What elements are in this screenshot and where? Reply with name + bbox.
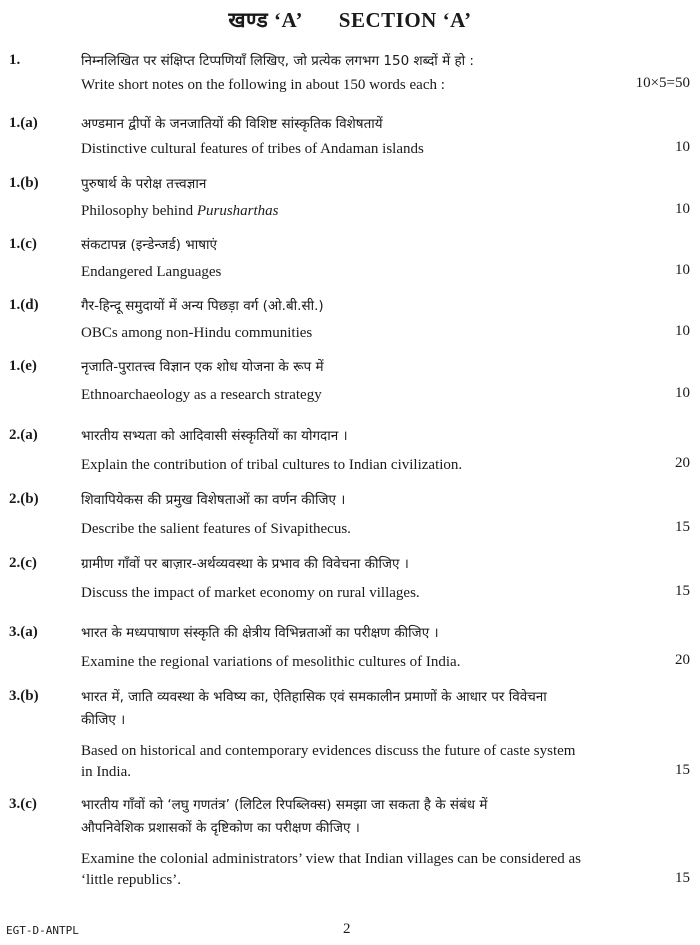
paper-code: EGT-D-ANTPL — [6, 924, 79, 937]
question-hindi: पुरुषार्थ के परोक्ष तत्त्वज्ञान — [81, 176, 207, 192]
question-hindi: शिवापियेकस की प्रमुख विशेषताओं का वर्णन कीजिए । — [81, 492, 346, 508]
question-number: 1.(e) — [9, 358, 37, 374]
section-header-english: SECTION ‘A’ — [338, 8, 472, 32]
question-number: 1.(b) — [9, 175, 39, 191]
question-marks: 10×5=50 — [635, 75, 690, 91]
question-hindi: नृजाति-पुरातत्त्व विज्ञान एक शोध योजना के रूप में — [81, 359, 324, 375]
question-marks: 10 — [675, 139, 690, 155]
question-hindi: गैर-हिन्दू समुदायों में अन्य पिछड़ा वर्ग (ओ.बी.सी.) — [81, 298, 324, 314]
question-english-text: Philosophy behind — [81, 203, 197, 219]
question-hindi-continued: औपनिवेशिक प्रशासकों के दृष्टिकोण का परीक्षण कीजिए । — [81, 820, 360, 836]
question-marks: 10 — [675, 323, 690, 339]
question-marks: 10 — [675, 262, 690, 278]
question-number: 3.(b) — [9, 688, 39, 704]
section-header-hindi: खण्ड ‘A’ — [228, 8, 304, 32]
question-english: Distinctive cultural features of tribes of Andaman islands — [81, 141, 424, 157]
question-number: 2.(b) — [9, 491, 39, 507]
question-number: 1.(d) — [9, 297, 39, 313]
question-number: 1. — [9, 52, 21, 68]
question-hindi: संकटापन्न (इन्डेन्जर्ड) भाषाएं — [81, 237, 217, 253]
question-english: Ethnoarchaeology as a research strategy — [81, 387, 322, 403]
question-marks: 15 — [675, 519, 690, 535]
page-number: 2 — [343, 921, 351, 937]
question-hindi: भारत के मध्यपाषाण संस्कृति की क्षेत्रीय विभिन्नताओं का परीक्षण कीजिए । — [81, 625, 439, 641]
question-english — [81, 201, 644, 222]
section-header — [0, 6, 700, 34]
question-hindi-continued: कीजिए । — [81, 712, 126, 728]
question-number: 3.(a) — [9, 624, 38, 640]
question-hindi: भारत में, जाति व्यवस्था के भविष्य का, ऐतिहासिक एवं समकालीन प्रमाणों के आधार पर विवेचना — [81, 689, 547, 705]
question-marks: 10 — [675, 385, 690, 401]
question-hindi: ग्रामीण गाँवों पर बाज़ार-अर्थव्यवस्था के प्रभाव की विवेचना कीजिए । — [81, 556, 409, 572]
question-english: Based on historical and contemporary evidences discuss the future of caste system — [81, 743, 576, 759]
question-hindi: अण्डमान द्वीपों के जनजातियों की विशिष्ट सांस्कृतिक विशेषतायें — [81, 116, 383, 132]
question-english: Examine the regional variations of mesolithic cultures of India. — [81, 654, 461, 670]
question-hindi: भारतीय गाँवों को ‘लघु गणतंत्र’ (लिटिल रिपब्लिक्स) समझा जा सकता है के संबंध में — [81, 797, 488, 813]
question-hindi: निम्नलिखित पर संक्षिप्त टिप्पणियाँ लिखिए, जो प्रत्येक लगभग 150 शब्दों में हो : — [81, 53, 474, 69]
question-marks: 20 — [675, 652, 690, 668]
question-marks: 10 — [675, 201, 690, 217]
question-marks: 15 — [675, 870, 690, 886]
question-marks: 15 — [675, 762, 690, 778]
question-number: 1.(a) — [9, 115, 38, 131]
question-number: 3.(c) — [9, 796, 37, 812]
question-english: OBCs among non-Hindu communities — [81, 325, 313, 341]
question-english: Write short notes on the following in about 150 words each : — [81, 77, 445, 93]
question-number: 1.(c) — [9, 236, 37, 252]
question-english-italic: Purusharthas — [196, 203, 279, 219]
question-number: 2.(a) — [9, 427, 38, 443]
question-english-continued: in India. — [81, 764, 131, 780]
question-english-continued: ‘little republics’. — [81, 872, 181, 888]
question-english: Describe the salient features of Sivapithecus. — [81, 521, 351, 537]
question-english: Examine the colonial administrators’ view that Indian villages can be considered as — [81, 851, 581, 867]
question-marks: 20 — [675, 455, 690, 471]
question-english: Endangered Languages — [81, 264, 222, 280]
question-english: Explain the contribution of tribal cultures to Indian civilization. — [81, 457, 463, 473]
question-english: Discuss the impact of market economy on rural villages. — [81, 585, 420, 601]
question-marks: 15 — [675, 583, 690, 599]
question-number: 2.(c) — [9, 555, 37, 571]
question-hindi: भारतीय सभ्यता को आदिवासी संस्कृतियों का योगदान । — [81, 428, 348, 444]
